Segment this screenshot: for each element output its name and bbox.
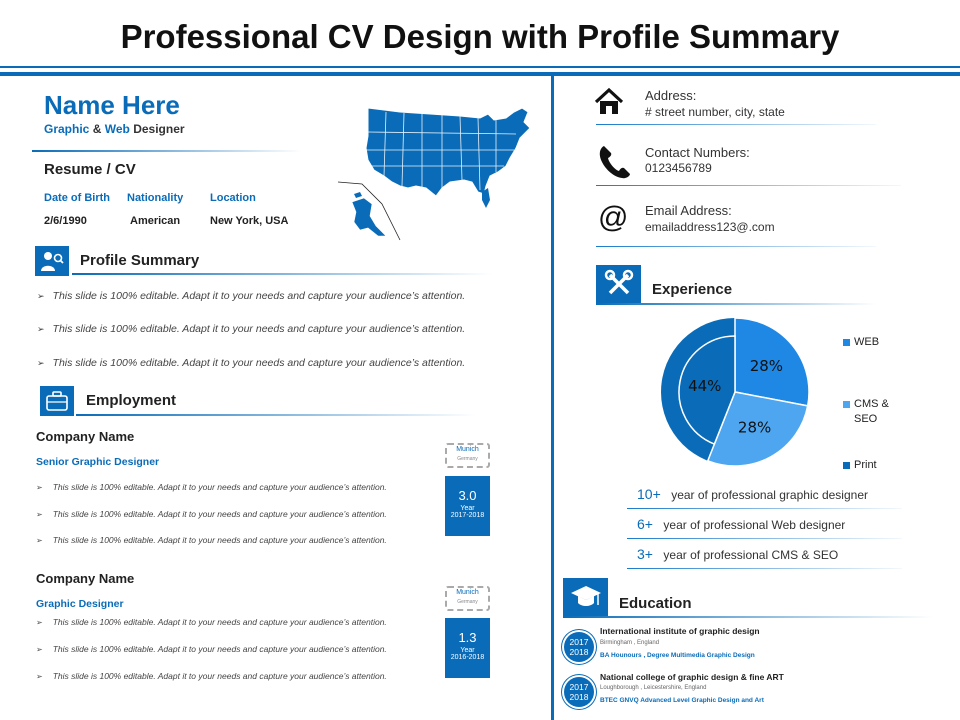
title-rule-thick [0, 72, 960, 76]
dob-label: Date of Birth [44, 192, 110, 204]
job-company: Company Name [36, 429, 135, 444]
education-icon [563, 578, 608, 616]
column-divider [551, 76, 554, 720]
experience-title: Experience [652, 281, 733, 298]
user-search-icon [40, 250, 64, 272]
at-icon: @ [598, 201, 629, 234]
employment-icon [40, 386, 74, 416]
job-bullet: ➢ This slide is 100% editable. Adapt it to your needs and capture your audience’s attention. [36, 644, 387, 654]
employment-title: Employment [86, 392, 177, 409]
edu-year-badge: 2017 2018 [564, 632, 594, 662]
job-location-tag: Munich Germany [445, 586, 490, 611]
legend-label-cms-seo: CMS & SEO [854, 398, 889, 425]
job-bullet: ➢ This slide is 100% editable. Adapt it to your needs and capture your audience’s attention. [36, 617, 387, 627]
contact-divider [596, 124, 876, 125]
phone-label: Contact Numbers: [645, 145, 750, 160]
pie-data-label: 28% [737, 418, 772, 437]
job-bullet: ➢ This slide is 100% editable. Adapt it to your needs and capture your audience’s attention. [36, 535, 387, 545]
experience-stat: 3+ year of professional CMS & SEO [637, 546, 839, 562]
pie-data-label: 44% [688, 377, 722, 396]
profile-summary-underline [72, 273, 492, 275]
edu-place: Loughborough , Leicestershire, England [600, 685, 707, 691]
header-divider [32, 150, 302, 152]
dob-value: 2/6/1990 [44, 215, 87, 227]
edu-school: National college of graphic design & fine ART [600, 672, 784, 682]
job-position: Graphic Designer [36, 598, 124, 610]
stat-divider [627, 508, 902, 509]
pie-data-label: 28% [749, 357, 784, 376]
edu-year-badge: 2017 2018 [564, 677, 594, 707]
profile-bullet: ➢ This slide is 100% editable. Adapt it to your needs and capture your audience’s attention. [37, 323, 466, 335]
job-bullet: ➢ This slide is 100% editable. Adapt it to your needs and capture your audience’s attention. [36, 482, 387, 492]
home-icon [594, 87, 624, 117]
address-value: # street number, city, state [645, 105, 785, 119]
employment-underline [76, 414, 476, 416]
legend-label-print: Print [854, 459, 877, 471]
nationality-label: Nationality [127, 192, 184, 204]
briefcase-icon [46, 391, 68, 411]
tools-icon [604, 269, 634, 299]
email-label: Email Address: [645, 203, 732, 218]
edu-place: Birmingham , England [600, 640, 660, 646]
education-underline [563, 616, 933, 618]
job-duration-badge: 1.3 Year 2016-2018 [445, 618, 490, 678]
edu-degree: BA Hounours , Degree Multimedia Graphic Design [600, 652, 755, 659]
profile-bullet: ➢ This slide is 100% editable. Adapt it to your needs and capture your audience’s attention. [37, 290, 466, 302]
job-position: Senior Graphic Designer [36, 456, 160, 468]
page-title: Professional CV Design with Profile Summary [120, 18, 840, 55]
edu-school: International institute of graphic design [600, 626, 760, 636]
experience-underline [596, 303, 876, 305]
nationality-value: American [130, 215, 181, 227]
title-rule [0, 66, 960, 68]
usa-map-icon [338, 104, 538, 244]
person-role: Graphic & Web Designer [44, 122, 185, 136]
resume-label: Resume / CV [44, 161, 136, 178]
person-name: Name Here [44, 90, 180, 120]
phone-value: 0123456789 [645, 161, 712, 175]
location-value: New York, USA [210, 215, 289, 227]
stat-divider [627, 568, 902, 569]
profile-bullet: ➢ This slide is 100% editable. Adapt it to your needs and capture your audience’s attention. [37, 357, 466, 369]
job-company: Company Name [36, 571, 135, 586]
experience-icon [596, 265, 641, 303]
contact-divider [596, 246, 876, 247]
location-label: Location [210, 192, 256, 204]
job-bullet: ➢ This slide is 100% editable. Adapt it to your needs and capture your audience’s attention. [36, 671, 387, 681]
phone-icon [598, 144, 632, 180]
profile-summary-title: Profile Summary [80, 252, 200, 269]
stat-divider [627, 538, 902, 539]
experience-stat: 6+ year of professional Web designer [637, 516, 846, 532]
job-duration-badge: 3.0 Year 2017-2018 [445, 476, 490, 536]
profile-summary-icon [35, 246, 69, 276]
experience-stat: 10+ year of professional graphic designer [637, 486, 868, 502]
contact-divider [596, 185, 901, 186]
legend-label-web: WEB [854, 336, 880, 348]
education-title: Education [619, 595, 692, 612]
job-location-tag: Munich Germany [445, 443, 490, 468]
legend-swatch-web [843, 339, 850, 346]
legend-swatch-cms-seo [843, 401, 850, 408]
graduation-cap-icon [570, 583, 602, 611]
job-bullet: ➢ This slide is 100% editable. Adapt it to your needs and capture your audience’s attention. [36, 509, 387, 519]
experience-pie-chart [655, 312, 815, 472]
edu-degree: BTEC GNVQ Advanced Level Graphic Design and Art [600, 697, 764, 704]
email-value: emailaddress123@.com [645, 220, 775, 234]
legend-swatch-print [843, 462, 850, 469]
address-label: Address: [645, 88, 697, 103]
